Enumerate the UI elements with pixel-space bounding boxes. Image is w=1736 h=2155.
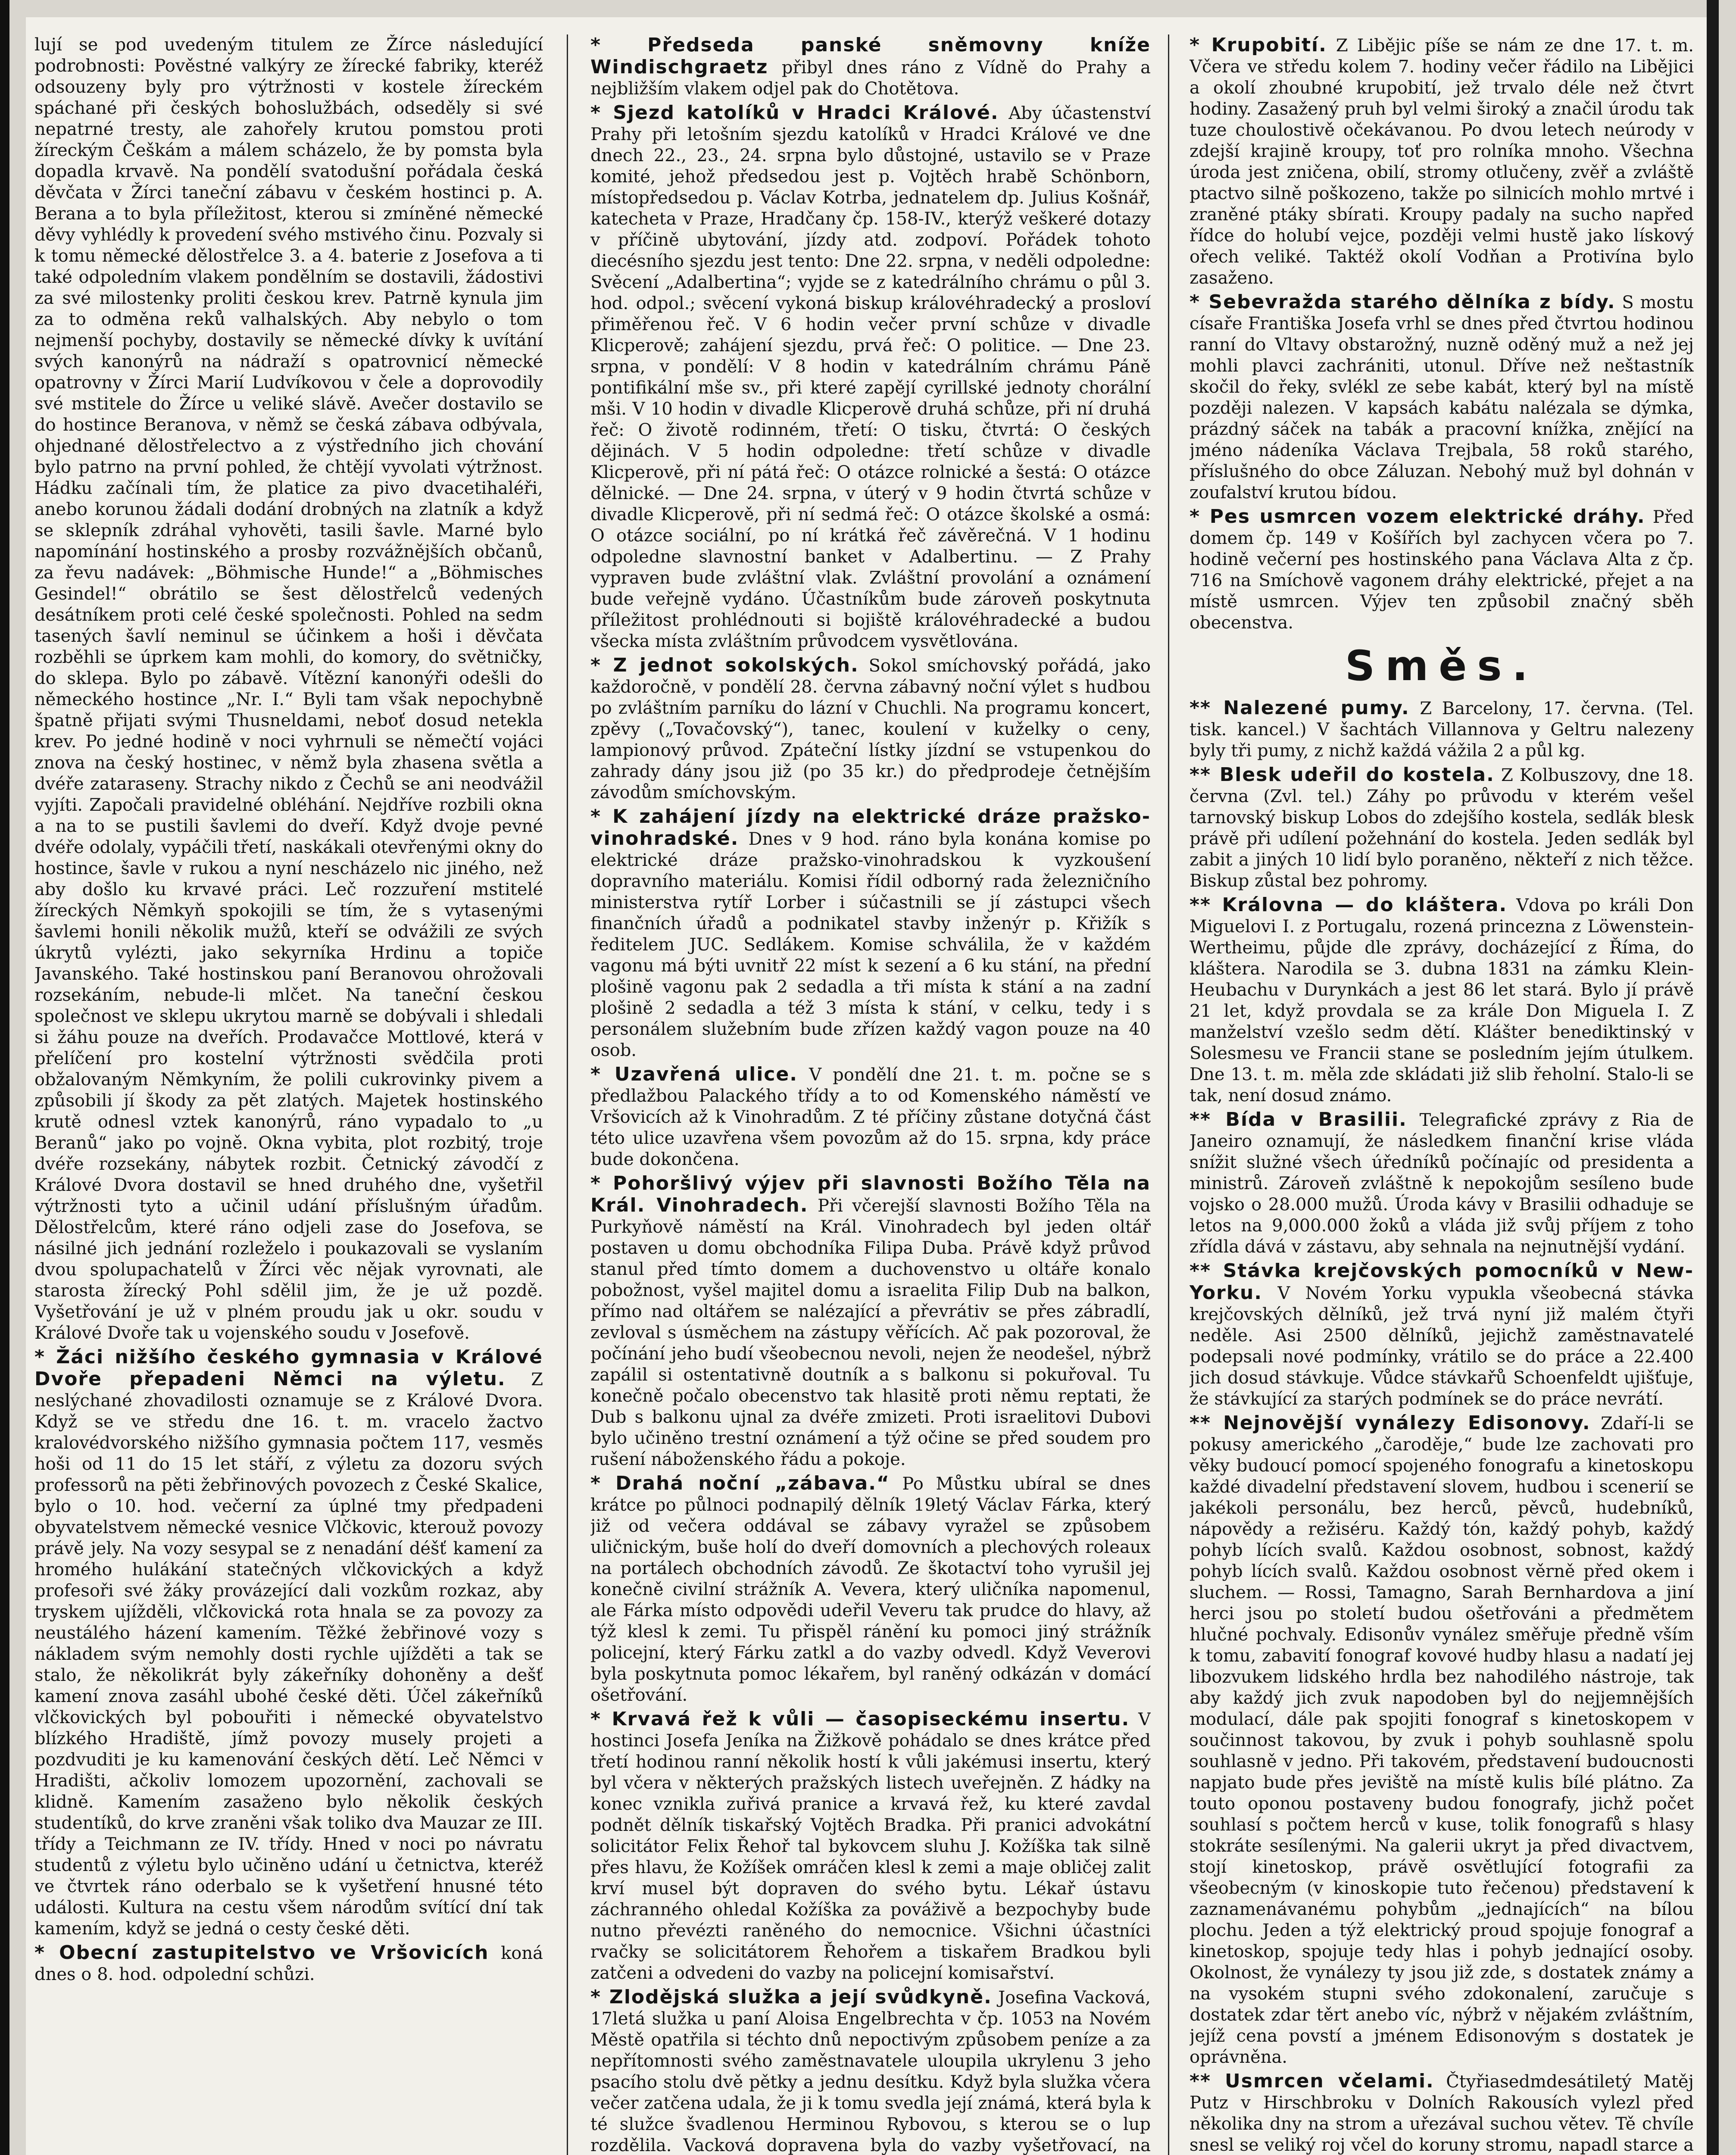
- article: [590, 102, 1151, 652]
- article-text: S mostu císaře Františka Josefa vrhl se dnes před čtvrtou hodinou ranní do Vltavy obstarožný, nuzně oděný muž a než jej mohli plavci zachrániti, utonul. Dříve než neštastník skočil do řeky, svlékl ze sebe kabát, který byl na místě později nalezen. V kapsách kabátu nalézala se dýmka, prázdný sáček na tabák a pracovní knížka, znějící na jméno nádeníka Václava Trejbala, 58 roků starého, příslušného do obce Záluzan. Nebohý muž byl dohnán v zoufalství krutou bídou.: [1190, 293, 1694, 503]
- article: [34, 1346, 543, 1940]
- article-headline: * Předseda panské sněmovny kníže Windischgraetz: [590, 34, 1151, 78]
- article: [1190, 697, 1694, 762]
- article-headline: * Uzavřená ulice.: [590, 1063, 798, 1085]
- article-text: Sokol smíchovský pořádá, jako každoročně, v pondělí 28. června zábavný noční výlet s hudbou po zvláštním parníku do lázní v Chuchli. Na programu koncert, zpěvy („Tovačovský“), tanec, koulení v kuželky o ceny, lampionový průvod. Zpáteční lístky jízdní se vstupenkou do zahrady dány jsou již (po 35 kr.) do předprodeje četnějším závodům smíchovským.: [590, 656, 1151, 803]
- scan-edge-right: [1707, 0, 1719, 2155]
- article-headline: ** Stávka krejčovských pomocníků v New-Yorku.: [1190, 1260, 1694, 1304]
- article-text: Po Můstku ubíral se dnes krátce po půlnoci podnapilý dělník 19letý Václav Fárka, který již od večera oddával se zábavy vyražel se způsobem uličnickým, buše holí do dveří domovních a plechových roleaux na portálech obchodních závodů. Ze škotactví toho vyrušil jej konečně civilní strážník A. Vevera, který uličníka napomenul, ale Fárka místo odpovědi udeřil Veveru tak prudce do hlavy, až týž klesl k zemi. Tu přispěl ránění ku pomoci jiný strážník policejní, který Fárku zatkl a do vazby odvedl. Když Veverovi byla poskytnuta pomoc lékařem, byl raněný odkázán v domácí ošetřování.: [590, 1474, 1151, 1705]
- article: [1190, 2071, 1694, 2155]
- article-headline: * Zlodějská služka a její svůdkyně.: [590, 1986, 992, 2008]
- article-headline: ** Nejnovější vynálezy Edisonovy.: [1190, 1412, 1591, 1434]
- article-headline: * Krvavá řež k vůli — časopiseckému insertu.: [590, 1708, 1130, 1730]
- article-headline: * Obecní zastupitelstvo ve Vršovicích: [34, 1942, 489, 1964]
- article-headline: * Krupobití.: [1190, 34, 1327, 56]
- article-text: Před domem čp. 149 v Košířích byl zachycen včera po 7. hodině večerní pes hostinského pana Václava Alta z čp. 716 na Smíchově vagonem dráhy elektrické, přejet a na místě usmrcen. Výjev ten způsobil značný sběh obecenstva.: [1190, 507, 1694, 633]
- column-rule: [1168, 34, 1169, 2155]
- article: [34, 1942, 543, 1985]
- article: [590, 1473, 1151, 1706]
- article-headline: * Pohoršlivý výjev při slavnosti Božího Těla na Král. Vinohradech.: [590, 1172, 1151, 1216]
- article-headline: ** Usmrcen včelami.: [1190, 2070, 1434, 2092]
- article: [590, 34, 1151, 100]
- article: [590, 655, 1151, 803]
- article: [1190, 1260, 1694, 1410]
- article-text: Čtyřiasedmdesátiletý Matěj Putz v Hirschbroku v Dolních Rakousích vylezl před několika dny na strom a uřezával suchou větev. Tě chvíle snesl se veliký roj včel do koruny stromu, napadl starce a: [1190, 2072, 1694, 2155]
- article-text: Vdova po králi Don Miguelovi I. z Portugalu, rozená princezna z Löwenstein-Wertheimu, půjde dle zprávy, docházející z Říma, do kláštera. Narodila se 3. dubna 1831 na zámku Klein-Heubachu v Durynkách a jest 86 let stará. Bylo jí právě 21 let, když provdala se za krále Don Miguela I. Z manželství vzešlo sedm dětí. Klášter benediktinský v Solesmesu ve Francii stane se posledním jejím útulkem. Dne 13. t. m. měla zde skládati již slib řeholní. Stalo-li se tak, není dosud známo.: [1190, 896, 1694, 1106]
- column-middle: [590, 34, 1151, 2155]
- article-text: V Novém Yorku vypukla všeobecná stávka krejčovských dělníků, jež trvá nyní již malém čtyři neděle. Asi 2500 dělníků, jejichž zaměstnavatelé podepsali nové podmínky, vrátilo se do práce a 22.400 jich dosud stávkuje. Vůdce stávkařů Schoenfeldt ujišťuje, že stávkující za starých podmínek se do práce nevrátí.: [1190, 1284, 1694, 1409]
- article: [1190, 764, 1694, 892]
- article: [1190, 1412, 1694, 2068]
- article-text: V hostinci Josefa Jeníka na Žižkově pohádalo se dnes krátce před třetí hodinou ranní několik hostí k vůli jakémusi insertu, který byl včera v některých pražských listech uveřejněn. Z hádky na konec vznikla zuřivá pranice a krvavá řež, ku které zavdal podnět dělník tiskařský Vojtěch Bradka. Při pranici advokátní solicitátor Felix Řehoř tal bykovcem sluhu J. Kožíška tak silně přes hlavu, že Kožíšek omráčen klesl k zemi a maje obličej zalit krví musel být dopraven do svého bytu. Lékař ústavu záchranného ohledal Kožíška za pováživě a bezpochyby bude nutno převézti raněného do nemocnice. Všichni účastníci rvačky se solicitátorem Řehořem a tiskařem Bradkou byli zatčeni a odvedeni do vazby na policejní komisařství.: [590, 1710, 1151, 1983]
- article-text: Zdaří-li se pokusy amerického „čaroděje,“ bude lze zachovati pro věky budoucí pomocí spojeného fonografu a kinetoskopu každé divadelní představení slovem, hudbou i scenerií se jakékoli personálu, bez herců, pěvců, hudebníků, nápovědy a režiséru. Každý tón, každý pohyb, každý pohyb lících svalů. Každou osobnost, sobnost, každý pohyb lících svalů. Každou osobnost věrně před okem i sluchem. — Rossi, Tamagno, Sarah Bernhardova a jiní herci jsou po století budou ošetřováni a předmětem hlučné pochvaly. Edisonův vynález směřuje předně vším k tomu, zabavití fonograf kovové hudby hlasu a nadatí jej libozvukem lidského hrdla bez nahodilého nástroje, tak aby každý jich zvuk napodoben byl do nejjemnějších modulací, dále pak spojiti fonograf s kinetoskopem v součinnost takovou, by zvuk i pohyb souhlasně spolu souhlasně v jedno. Při takovém, představení budoucnosti napjato bude přes jeviště na místě kulis bílé plátno. Za touto oponou postaveny budou fonografy, jichž počet souhlasí s počtem herců v kuse, tolik fonografů s hlasy stokráte sesílenými. Na galerii ukryt ja před divactvem, stojí kinetoskop, právě osvětlující fotografii za všeobecným (v kinoskopie tuto řečenou) představení k zaznamenávanému pohybům „jednajících“ na bílou plochu. Jeden a týž elektrický proud spojuje fonograf a kinetoskop, spojuje tedy hlas i pohyb jednající osoby. Okolnost, že vynálezy ty jsou již zde, s dostatek známy a na vysokém stupni svého zdokonalení, zaručuje s dostatek zdar těrt anebo víc, nýbrž v nějakém zvláštním, jejíž cena povstí a jménem Edisonovým s dostatek je oprávněna.: [1190, 1414, 1694, 2067]
- article-headline: ** Blesk udeřil do kostela.: [1190, 764, 1495, 786]
- article: [590, 1986, 1151, 2155]
- article-text: Telegrafické zprávy z Ria de Janeiro oznamují, že následkem finanční krise vláda snížit služné všech úředníků počínajíc od presidenta a ministrů. Zároveň zvláštně k nepokojům sesíleno bude vojsko o 28.000 mužů. Úroda kávy v Brasilii odhaduje se letos na 9,000.000 žoků a vláda již svůj příjem z toho zřídla dává v zástavu, aby sehnala na nejnutnější vydání.: [1190, 1110, 1694, 1257]
- article-text: lují se pod uvedeným titulem ze Žírce následující podrobnosti: Pověstné valkýry ze žírecké fabriky, kteréž odsouzeny byly pro výtržnosti v kostele žíreckém spáchané při českých bohoslužbách, odseděly si své nepatrné tresty, ale zahořely krutou pomstou proti žíreckým Češkám a málem scházelo, že by pomsta byla dopadla krvavě. Na pondělí svatodušní pořádala česká děvčata v Žírci taneční zábavu v českém hostinci p. A. Berana a to byla příležitost, kterou si zmíněné německé děvy vyhlédly k provedení svého mstivého činu. Pozvaly si k tomu německé dělostřelce 3. a 4. baterie z Josefova a ti také odpoledním vlakem pondělním se dostavili, žádostivi za své milostenky proliti českou krev. Patrně kynula jim za to odměna reků valhalských. Aby nebylo o tom nejmenší pochyby, dostavily se německé dívky k uvítání svých kanonýrů na nádraží s opatrovnicí německé opatrovny v Žírci Marií Ludvíkovou v čele a doprovodily své mstitele do Žírce u veliké slávě. Avečer dostavilo se do hostince Beranova, v němž se česká zábava odbývala, ohjednané dělostřelectvo a z výstředního jich chování bylo patrno na první pohled, že chtějí vyvolati výtržnost. Hádku začínali tím, že platice za pivo dvacetihaléři, anebo korunou žádali dodání drobných na zlatník a když se sklepník zdráhal vyhověti, tasili šavle. Marné bylo napomínání hostinského a prosby rozvážnějších občanů, za řevu nadávek: „Böhmische Hunde!“ a „Böhmisches Gesindel!“ obrátilo se šest dělostřelců vedených desátníkem proti celé české společnosti. Pohled na sedm tasených šavlí neminul se účinkem a hoši i děvčata rozběhli se úprkem kam mohli, do komory, do světničky, do sklepa. Bylo po zábavě. Vítězní kanonýři odešli do německého hostince „Nr. I.“ Byli tam však nepochybně špatně přijati svými Thusneldami, neboť dosud netekla krev. Po jedné hodině v noci vyhrnuli se němečtí vojáci znova na český hostinec, v němž byla zhasena světla a dvéře zataraseny. Strachy nikdo z Čechů se ani neodvážil vyjíti. Započali pravidelné obléhání. Nejdříve rozbili okna a na to se pustili šavlemi do dveří. Když dvoje pevné dvéře odolaly, vypáčili třetí, naskákali otevřenými okny do hostince, šavle v rukou a nyní nescházelo nic jiného, než aby došlo ku krvavé práci. Leč rozzuření mstitelé žíreckých Němkyň spokojili se tím, že s vytasenými šavlemi honili několik mužů, kteří se odvážili ze svých úkrytů vylézti, jako sekyrníka Hrdinu a topiče Javanského. Také hostinskou paní Beranovou ohrožovali rozsekáním, nebude-li mlčet. Na taneční českou společnost ve sklepu ukrytou marně se dobývali i shledali si žáhu pouze na dveřích. Prodavačce Mottlové, která v přelíčení pro kostelní výtržnosti svědčila proti obžalovaným Němkyním, že polili cukrovinky pivem a způsobili jí škody za pět zlatých. Majetek hostinského krutě odnesl vztek kanonýrů, ráno vypadalo to „u Beranů“ jako po vojně. Okna vybita, plot rozbitý, troje dvéře rozsekány, nábytek rozbit. Četnický závodčí z Králové Dvora dostavil se hned druhého dne, vyšetřil výtržnosti tyto a učinil udání příslušným úřadům. Dělostřelcům, které ráno odjeli zase do Josefova, se násilné jich jednání rozleželo i poukazovali se vyslaním dvou spolupachatelů v Žírci věc nějak vyrovnati, ale starosta žírecký Pohl sdělil jim, že je už pozdě. Vyšetřování je už v plném proudu jak u okr. soudu v Králové Dvoře tak u vojenského soudu v Josefově.: [34, 35, 543, 1343]
- article-text: Aby účastenství Prahy při letošním sjezdu katolíků v Hradci Králové ve dne dnech 22., 23., 24. srpna bylo důstojné, ustavilo se v Praze komité, jehož předsedou jest p. Vojtěch hrabě Schönborn, místopředsedou p. Václav Kotrba, jednatelem dp. Julius Košnář, katecheta v Praze, Hradčany čp. 158-IV., kterýž veškeré dotazy v příčině ubytování, jízdy atd. zodpoví. Pořádek tohoto diecésního sjezdu jest tento: Dne 22. srpna, v neděli odpoledne: Svěcení „Adalbertina“; vyjde se z katedrálního chrámu o půl 3. hod. odpol.; svěcení vykoná biskup královéhradecký a prosloví přiměřenou řeč. V 6 hodin večer první schůze v divadle Klicperově; zahájení sjezdu, prvá řeč: O politice. — Dne 23. srpna, v pondělí: V 8 hodin v katedrálním chrámu Páně pontifikální mše sv., při které zapějí cyrillské jednoty chorální mši. V 10 hodin v divadle Klicperově druhá schůze, při ní druhá řeč: O životě rodinném, třetí: O tisku, čtvrtá: O českých dějinách. V 5 hodin odpoledne: třetí schůze v divadle Klicperově, při ní pátá řeč: O otázce rolnické a šestá: O otázce dělnické. — Dne 24. srpna, v úterý v 9 hodin čtvrtá schůze v divadle Klicperově, při ní sedmá řeč: O otázce školské a osmá: O otázce sociální, po ní krátká řeč závěrečná. V 1 hodinu odpoledne slavnostní banket v Adalbertinu. — Z Prahy vypraven bude zvláštní vlak. Zvláštní provolání a oznámení bude veřejně vydáno. Účastníkům bude zároveň poskytnuta příležitost prohlédnouti si bojiště královéhradecké a budou všecka místa zvláštním průvodcem vysvětlována.: [590, 103, 1151, 651]
- article-headline: * Z jednot sokolských.: [590, 654, 859, 676]
- column-right: [1190, 34, 1694, 2155]
- article: [590, 1173, 1151, 1470]
- article-text: koná dnes o 8. hod. odpolední schůzi.: [34, 1943, 543, 1984]
- article-headline: * Žáci nižšího českého gymnasia v Králové Dvoře přepadeni Němci na výletu.: [34, 1346, 543, 1390]
- article: [1190, 34, 1694, 289]
- article: [1190, 506, 1694, 634]
- column-rule: [567, 34, 568, 2155]
- newspaper-page: [26, 17, 1707, 2155]
- article-headline: * Sebevražda starého dělníka z bídy.: [1190, 291, 1616, 313]
- article-headline: * Pes usmrcen vozem elektrické dráhy.: [1190, 506, 1645, 528]
- section-title: Směs.: [1345, 642, 1538, 690]
- article-headline: ** Bída v Brasilii.: [1190, 1109, 1407, 1131]
- article: [590, 806, 1151, 1061]
- article-text: Z neslýchané zhovadilosti oznamuje se z Králové Dvora. Když se ve středu dne 16. t. m. vracelo žactvo kralovédvorského nižšího gymnasia počtem 117, vesměs hoši od 11 do 15 let stáří, z výletu za dozoru svých professorů na pěti žebřinových povozech z České Skalice, bylo o 10. hod. večerní za úplné tmy předpadeni obyvatelstvem německé vesnice Vlčkovic, kterouž povozy právě jely. Na vozy sesypal se z nenadání déšť kamení za hromého hulákání statečných vlčkovických a když profesoři své žáky provázející dali vozkům rozkaz, aby tryskem ujížděli, vlčkovická rota hnala se za povozy za neustálého házení kamením. Těžké žebřinové vozy s nákladem svým nemohly dosti rychle ujížděti a tak se stalo, že několikrát byly zákeřníky dohoněny a dešť kamení znova zasáhl ubohé české děti. Účel zákeřníků vlčkovických byl pobouřiti i německé obyvatelstvo blízkého Hradiště, jímž povozy musely projeti a pozdvuditi je ku kamenování českých dětí. Leč Němci v Hradišti, ačkoliv lomozem upozornění, zachovali se klidně. Kamením zasaženo bylo několik českých studentíků, do krve zraněni však toliko dva Mauzar ze III. třídy a Teichmann ze IV. třídy. Hned v noci po návratu studentů z výletu bylo učiněno udání u četnictva, kteréž ve čtvrtek ráno oderbalo se k vyšetření hnusné této události. Kultura na cestu všem národům svítící dní tak kamením, když se jedná o cesty české děti.: [34, 1370, 543, 1939]
- article: [590, 1064, 1151, 1170]
- article: [590, 1708, 1151, 1984]
- article-text: V pondělí dne 21. t. m. počne se s předlažbou Palackého třídy a to od Komenského náměstí ve Vršovicích až k Vinohradům. Z té příčiny zůstane dotyčná část této ulice uzavřena všem povozům až do 15. srpna, kdy práce bude dokončena.: [590, 1065, 1151, 1169]
- article-headline: * K zahájení jízdy na elektrické dráze pražsko-vinohradské.: [590, 806, 1151, 850]
- article: [1190, 894, 1694, 1106]
- article-text: Z Barcelony, 17. června. (Tel. tisk. kancel.) V šachtách Villannova y Geltru nalezeny byly tři pumy, z nichž každá vážila 2 a půl kg.: [1190, 699, 1694, 761]
- article: [1190, 1109, 1694, 1258]
- article-text: Josefina Vacková, 17letá služka u paní Aloisa Engelbrechta v čp. 1053 na Novém Městě opatřila si téchto dnů nepoctivým způsobem peníze a za nepřítomnosti svého zaměstnavatele uloupila ukrylenu 3 jeho psacího stolu dvě pětky a jednu desítku. Když byla služka včera večer zatčena udala, že ji k tomu svedla její známá, která byla k té služce švadlenou Herminou Rybovou, s kterou se o lup rozdělila. Vacková dopravena byla do vazby vyšetřovací, na: [590, 1988, 1151, 2155]
- article-text: přibyl dnes ráno z Vídně do Prahy a nejbližším vlakem odjel pak do Chotětova.: [590, 58, 1151, 99]
- article-text: Při včerejší slavnosti Božího Těla na Purkyňově náměstí na Král. Vinohradech byl jeden oltář postaven u domu obchodníka Filipa Duba. Právě když průvod stanul před tímto domem a duchovenstvo u oltáře konalo pobožnost, vyšel majitel domu a israelita Filip Dub na balkon, přímo nad oltářem se nalézající a převrátiv se přes zábradlí, zevloval s úsměchem na zástupy věřících. Ač pak pozoroval, že počínání jeho budí všeobecnou nevoli, nejen že neodešel, nýbrž zapálil si ostentativně doutník a s balkonu si pokuřoval. Tu konečně počalo obecenstvo tak hlasitě proti němu reptati, že Dub s balkonu ujnal za dvéře zmizeti. Proti israelitovi Dubovi bylo učiněno trestní oznámení a týž očine se před soudem pro rušení náboženského řádu a pokoje.: [590, 1196, 1151, 1469]
- article-headline: * Drahá noční „zábava.“: [590, 1472, 890, 1494]
- scan-edge-left: [0, 0, 9, 2155]
- article-headline: ** Nalezené pumy.: [1190, 697, 1410, 719]
- article-text: Dnes v 9 hod. ráno byla konána komise po elektrické dráze pražsko-vinohradskou k vyzkoušení dopravního materiálu. Komisi řídil odborný rada železničního ministerstva rytíř Lorber i súčastnili se jí zástupci všech finančních úřadů a podnikatel stavby inženýr p. Křižík s ředitelem JUC. Sedlákem. Komise schválila, že v každém vagonu má býti uvnitř 22 míst k sezení a 6 ku stání, na přední plošině vagonu pak 2 sedadla a tři místa k stání a na zadní plošině 2 sedadla a též 3 místa k stání, v celku, tedy i s personálem služebním bude zřízen každý vagon pouze na 40 osob.: [590, 829, 1151, 1060]
- article: [1190, 291, 1694, 503]
- article-headline: ** Královna — do kláštera.: [1190, 894, 1508, 916]
- article-headline: * Sjezd katolíků v Hradci Králové.: [590, 102, 999, 124]
- article-text: Z Kolbuszovy, dne 18. června (Zvl. tel.) Záhy po průvodu v kterém vešel tarnovský biskup Lobos do zdejšího kostela, sedlák blesk právě při udílení požehnání do kostela. Jeden sedlák byl zabit a jiných 10 lidí bylo poraněno, někteří z nich těžce. Biskup zůstal bez pohromy.: [1190, 765, 1694, 891]
- article-text: Z Libějic píše se nám ze dne 17. t. m. Včera ve středu kolem 7. hodiny večer řádilo na Libějici a okolí zhoubné krupobití, jež trvalo déle než čtvrt hodiny. Zasažený pruh byl velmi široký a značil úrodu tak tuze choulostivě očekávanou. Po dvou letech neúrody v zdejší krajině kroupy, toť pro rolníka mnoho. Všechna úroda jest zničena, obilí, stromy otlučeny, zvěř a zvláště ptactvo silně poškozeno, takže po silnicích mohlo mrtvé i zraněné ptáky sbírati. Kroupy padaly na sucho napřed řídce do holubí vejce, později velmi hustě jako lískový ořech veliké. Taktéž okolí Vodňan a Protivína bylo zasaženo.: [1190, 36, 1694, 288]
- column-left: [34, 34, 543, 2155]
